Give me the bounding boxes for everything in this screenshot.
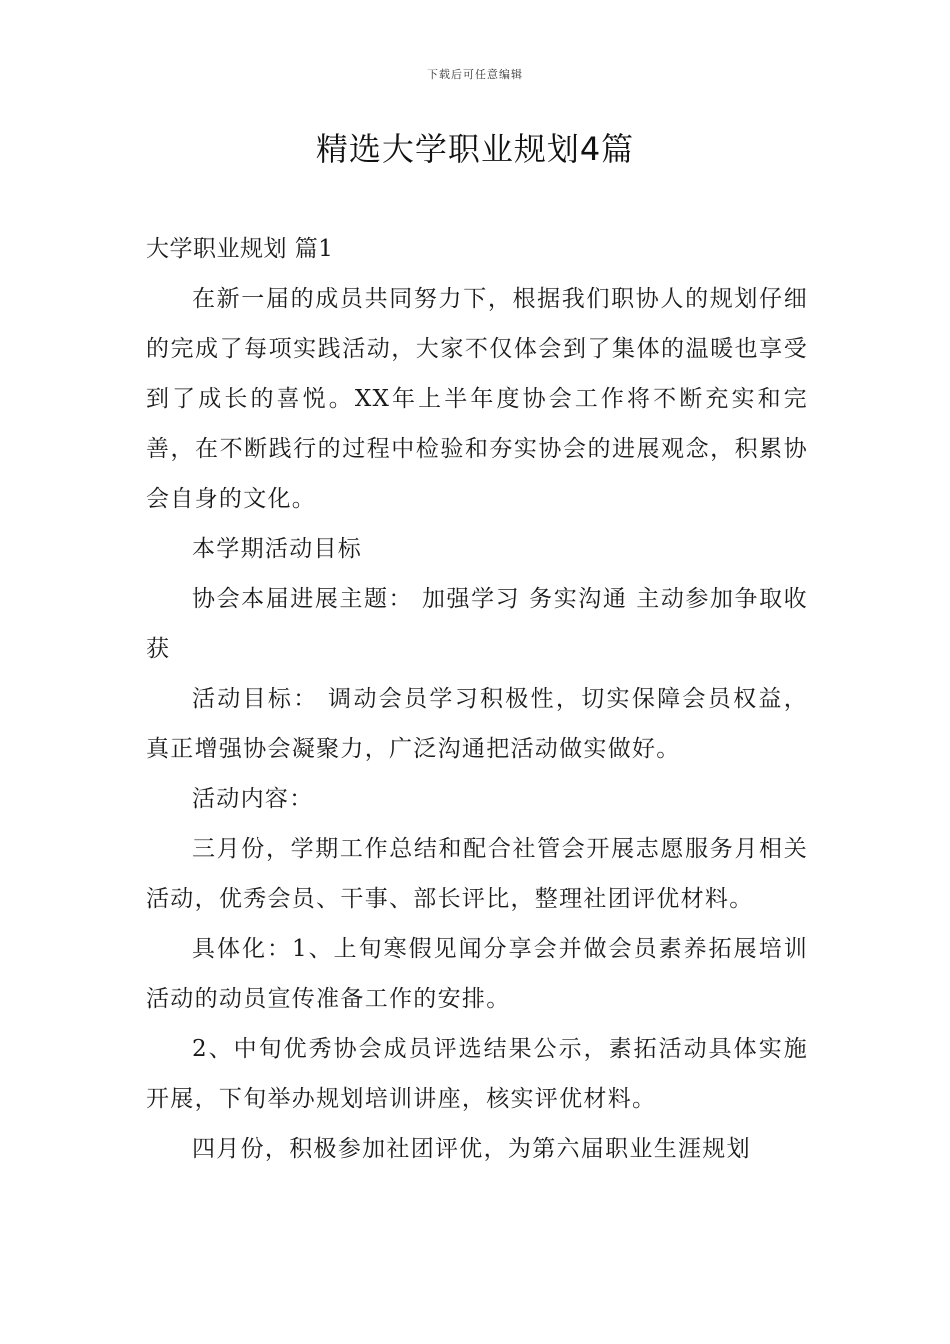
- paragraph-detail-2: 2、中旬优秀协会成员评选结果公示，素拓活动具体实施开展，下旬举办规划培训讲座，核实评优材料。: [146, 1036, 808, 1112]
- paragraph-april: 四月份，积极参加社团评优，为第六届职业生涯规划: [192, 1136, 751, 1162]
- paragraph-goals-heading: 本学期活动目标: [192, 536, 363, 562]
- paragraph-activity-goal: 活动目标： 调动会员学习积极性，切实保障会员权益，真正增强协会凝聚力，广泛沟通把活动做实做好。: [146, 686, 808, 762]
- header-note: 下载后可任意编辑: [427, 68, 523, 81]
- paragraph-intro: 在新一届的成员共同努力下，根据我们职协人的规划仔细的完成了每项实践活动，大家不仅体会到了集体的温暖也享受到了成长的喜悦。XX年上半年度协会工作将不断充实和完善，在不断践行的过程中检验和夯实协会的进展观念，积累协会自身的文化。: [146, 286, 808, 512]
- paragraph-activity-content-heading: 活动内容：: [192, 786, 314, 812]
- document-body: [146, 224, 808, 1174]
- paragraph-detail-1: 具体化：1、上旬寒假见闻分享会并做会员素养拓展培训活动的动员宣传准备工作的安排。: [146, 936, 808, 1012]
- paragraph-theme: 协会本届进展主题： 加强学习 务实沟通 主动参加争取收获: [146, 586, 808, 662]
- paragraph-march: 三月份，学期工作总结和配合社管会开展志愿服务月相关活动，优秀会员、干事、部长评比，整理社团评优材料。: [146, 836, 808, 912]
- document-title: 精选大学职业规划4篇: [315, 130, 635, 168]
- section-heading: 大学职业规划 篇1: [146, 236, 334, 262]
